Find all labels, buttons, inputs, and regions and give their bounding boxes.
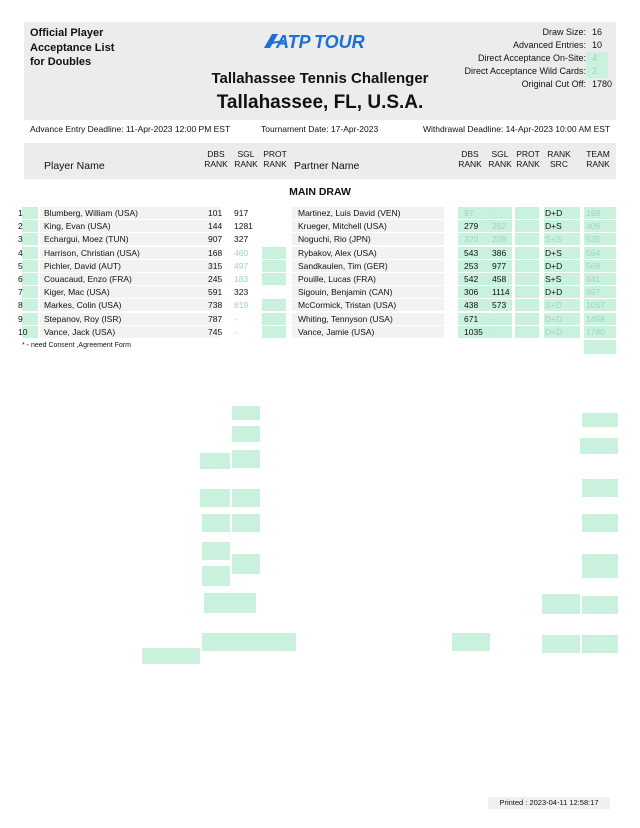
player-name: Stepanov, Roy (ISR) [44,313,122,324]
info-value: 1780 [592,79,613,89]
partner-name: Pouille, Lucas (FRA) [298,274,376,284]
col-label: TEAM [586,149,610,159]
sgl-rank: 819 [234,300,249,311]
footnote: * - need Consent ,Agreement Form [22,342,131,349]
col-label: RANK [263,159,287,169]
highlight-cell [22,286,38,298]
partner-name: Rybakov, Alex (USA) [298,247,377,258]
highlight-block [452,633,490,651]
highlight-cell [262,299,286,311]
highlight-block [202,633,256,651]
info-label: Draw Size: [542,27,586,37]
info-row [464,26,608,39]
partner-name: McCormick, Tristan (USA) [298,300,397,311]
row-number: 6 [18,274,23,284]
highlight-block [542,594,580,614]
highlight-cell [262,326,286,338]
svg-text:TOUR: TOUR [314,32,365,52]
partner-dbs-rank: 97 [464,208,474,218]
info-row [464,39,608,52]
highlight-cell [515,313,539,325]
highlight-cell [515,247,539,259]
highlight-block [202,566,230,586]
highlight-block [582,514,618,532]
partner-name: Martinez, Luis David (VEN) [298,208,401,218]
rank-src: D+S [545,247,562,258]
col-partner-prot-rank [515,149,541,169]
highlight-block [232,450,260,468]
rank-src: S+S [545,234,562,245]
svg-text:ATP: ATP [276,32,311,52]
partner-dbs-rank: 279 [464,221,479,232]
table-row [18,286,618,298]
highlight-cell [515,326,539,338]
partner-name: Noguchi, Rio (JPN) [298,234,371,245]
highlight-block [582,596,618,614]
highlight-cell [486,313,512,325]
row-number: 3 [18,234,23,245]
partner-name: Sandkaulen, Tim (GER) [298,260,388,271]
info-value: 10 [592,40,603,50]
player-name: King, Evan (USA) [44,221,111,232]
partner-sgl-rank: 458 [492,274,507,284]
team-rank: 198 [586,208,601,218]
table-row [18,273,618,285]
highlight-cell [515,233,539,245]
player-name: Vance, Jack (USA) [44,326,116,337]
partner-dbs-rank: 542 [464,274,479,284]
sgl-rank: 497 [234,260,249,271]
team-rank: 897 [586,287,601,298]
row-number: 7 [18,287,23,298]
col-label: DBS [461,149,479,159]
highlight-block [232,406,260,420]
info-value: 4 [586,52,608,65]
rank-src: D+S [545,221,562,232]
rank-src: D+D [545,287,563,298]
row-number: 1 [18,208,23,218]
dbs-rank: 907 [208,234,223,245]
draw-info [464,26,613,91]
highlight-block [584,340,616,354]
highlight-cell [486,207,512,219]
highlight-cell [22,207,38,219]
partner-name: Whiting, Tennyson (USA) [298,313,393,324]
highlight-cell [22,220,38,232]
player-name: Markes, Colin (USA) [44,300,122,311]
partner-dbs-rank: 438 [464,300,479,311]
table-row [18,326,618,338]
rank-src: D+D [545,326,563,337]
list-title-line: Official Player [30,27,104,39]
col-label: RANK [458,159,482,169]
col-label: RANK [234,159,258,169]
col-label: SGL [237,149,255,159]
player-name: Pichler, David (AUT) [44,260,121,271]
dbs-rank: 101 [208,208,223,218]
info-label: Direct Acceptance Wild Cards: [464,66,586,76]
partner-sgl-rank: 573 [492,300,507,311]
partner-dbs-rank: 253 [464,260,479,271]
info-label: Advanced Entries: [512,40,586,50]
tournament-location: Tallahassee, FL, U.S.A. [216,92,424,113]
highlight-cell [22,260,38,272]
highlight-block [232,489,260,507]
dbs-rank: 591 [208,287,223,298]
highlight-block [582,635,618,653]
row-number: 10 [18,326,28,337]
highlight-block [200,453,230,469]
highlight-cell [262,273,286,285]
table-row [18,260,618,272]
highlight-block [142,648,200,664]
info-row [464,65,608,78]
sgl-rank: 460 [234,247,249,258]
team-rank: 568 [586,260,601,271]
partner-dbs-rank: 671 [464,313,479,324]
table-row [18,313,618,325]
team-rank: 554 [586,247,601,258]
col-partner-name: Partner Name [294,160,360,172]
dbs-rank: 245 [208,274,223,284]
rank-src: D+D [545,208,563,218]
row-number: 9 [18,313,23,324]
highlight-cell [515,286,539,298]
highlight-cell [22,247,38,259]
table-row [18,247,618,259]
highlight-block [256,633,296,651]
rank-src: S+S [545,274,562,284]
highlight-block [232,514,260,532]
highlight-cell [22,273,38,285]
dbs-rank: 745 [208,326,223,337]
player-name: Blumberg, William (USA) [44,208,138,218]
team-rank: 1780 [586,326,605,337]
col-team-rank [582,149,614,169]
sgl-rank: 917 [234,208,249,218]
col-sgl-rank [234,149,258,169]
col-label: PROT [263,149,287,159]
col-label: PROT [516,149,540,159]
row-number: 5 [18,260,23,271]
dbs-rank: 168 [208,247,223,258]
deadlines [30,124,610,136]
row-number: 2 [18,221,23,232]
col-label: RANK [547,149,571,159]
player-name: Couacaud, Enzo (FRA) [44,274,132,284]
col-label: DBS [207,149,225,159]
sgl-rank: 183 [234,274,249,284]
partner-dbs-rank: 543 [464,247,479,258]
col-label: RANK [586,159,610,169]
partner-dbs-rank: 1035 [464,326,483,337]
team-rank: 406 [586,221,601,232]
partner-sgl-rank: - [492,313,495,324]
table-row [18,220,618,232]
highlight-cell [515,299,539,311]
col-label: RANK [516,159,540,169]
team-rank: 535 [586,234,601,245]
partner-name: Vance, Jamie (USA) [298,326,375,337]
partner-sgl-rank: 1114 [492,287,510,298]
info-label: Direct Acceptance On-Site: [477,53,586,63]
team-rank: 641 [586,274,601,284]
highlight-cell [22,299,38,311]
partner-sgl-rank: 208 [492,234,507,245]
sgl-rank: - [234,326,237,337]
highlight-block [542,635,580,653]
partner-name: Sigouin, Benjamin (CAN) [298,287,393,298]
dbs-rank: 315 [208,260,223,271]
highlight-cell [262,313,286,325]
partner-sgl-rank: - [492,326,495,337]
partner-sgl-rank: 977 [492,260,507,271]
list-title-line: Acceptance List [30,41,115,54]
col-label: SGL [491,149,509,159]
list-title-line: for Doubles [30,56,92,68]
info-label: Original Cut Off: [521,79,586,89]
highlight-block [582,479,618,497]
row-number: 4 [18,247,23,258]
player-name: Kiger, Mac (USA) [44,287,110,298]
team-rank: 1057 [586,300,605,311]
col-label: SRC [550,159,568,169]
advance-entry-deadline: Advance Entry Deadline: 11-Apr-2023 12:00 PM EST [30,124,231,134]
sgl-rank: 1281 [234,221,253,232]
row-number: 8 [18,300,23,311]
highlight-block [582,554,618,578]
main-draw-title: MAIN DRAW [289,186,351,198]
team-rank: 1458 [586,313,605,324]
highlight-block [580,438,618,454]
table-row [18,207,618,219]
highlight-cell [515,260,539,272]
partner-dbs-rank: 306 [464,287,479,298]
highlight-cell [515,273,539,285]
atp-tour-logo [262,30,374,52]
info-value: 2 [586,65,608,78]
highlight-block [200,489,230,507]
sgl-rank: 327 [234,234,249,245]
col-label: RANK [204,159,228,169]
highlight-cell [22,233,38,245]
highlight-cell [22,313,38,325]
dbs-rank: 738 [208,300,223,311]
highlight-block [202,542,230,560]
col-partner-sgl-rank [487,149,513,169]
info-row [464,52,608,65]
dbs-rank: 787 [208,313,223,324]
col-partner-dbs-rank [457,149,483,169]
column-header [24,143,616,179]
col-rank-src [544,149,574,169]
col-player-name: Player Name [44,160,105,172]
printed-timestamp: Printed : 2023-04-11 12:58:17 [488,797,610,809]
highlight-cell [262,260,286,272]
player-name: Harrison, Christian (USA) [44,247,140,258]
highlight-cell [515,207,539,219]
sgl-rank: 323 [234,287,249,298]
highlight-cell [486,326,512,338]
list-title [30,26,180,70]
highlight-cell [262,247,286,259]
highlight-block [232,554,260,574]
highlight-block [202,514,230,532]
partner-sgl-rank: - [492,208,495,218]
rank-src: S+D [545,300,562,311]
partner-sgl-rank: 386 [492,247,507,258]
col-prot-rank [262,149,288,169]
tournament-name: Tallahassee Tennis Challenger [211,70,429,87]
table-row [18,233,618,245]
col-dbs-rank [204,149,228,169]
rank-src: D+D [545,260,563,271]
col-label: RANK [488,159,512,169]
highlight-block [582,413,618,427]
tournament-date: Tournament Date: 17-Apr-2023 [261,124,379,134]
rank-src: D+D [545,313,563,324]
partner-sgl-rank: 262 [492,221,507,232]
partner-dbs-rank: 320 [464,234,479,245]
highlight-block [204,593,256,613]
player-name: Echargui, Moez (TUN) [44,234,129,245]
info-value: 16 [592,27,603,37]
partner-name: Krueger, Mitchell (USA) [298,221,387,232]
sgl-rank: - [234,313,237,324]
dbs-rank: 144 [208,221,223,232]
info-row [464,78,613,91]
withdrawal-deadline: Withdrawal Deadline: 14-Apr-2023 10:00 AM EST [423,124,611,134]
highlight-cell [515,220,539,232]
highlight-block [232,426,260,442]
table-row [18,299,618,311]
